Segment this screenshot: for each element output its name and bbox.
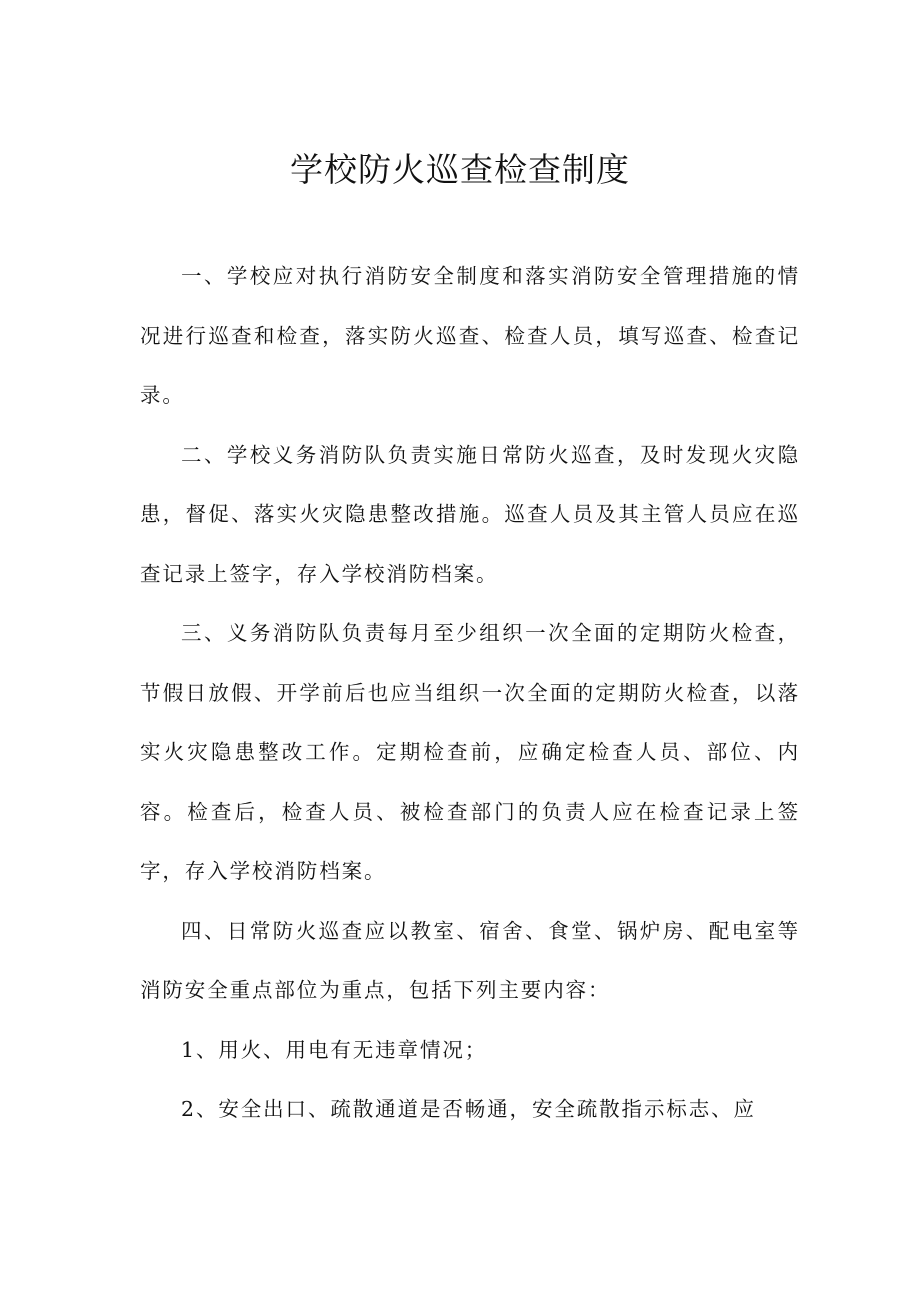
- document-title: 学校防火巡查检查制度: [290, 150, 630, 189]
- paragraph-3: 三、义务消防队负责每月至少组织一次全面的定期防火检查，节假日放假、开学前后也应当组织一次全面的定期防火检查，以落实火灾隐患整改工作。定期检查前，应确定检查人员、部位、内容。检查后，检查人员、被检查部门的负责人应在检查记录上签字，存入学校消防档案。: [140, 621, 800, 883]
- document-body: [140, 247, 800, 1140]
- list-item-2: 2、安全出口、疏散通道是否畅通，安全疏散指示标志、应: [181, 1097, 756, 1121]
- paragraph-4: 四、日常防火巡查应以教室、宿舍、食堂、锅炉房、配电室等消防安全重点部位为重点，包括下列主要内容：: [140, 918, 800, 1002]
- paragraph-1: 一、学校应对执行消防安全制度和落实消防安全管理措施的情况进行巡查和检查，落实防火巡查、检查人员，填写巡查、检查记录。: [140, 264, 800, 407]
- paragraph-2: 二、学校义务消防队负责实施日常防火巡查，及时发现火灾隐患，督促、落实火灾隐患整改措施。巡查人员及其主管人员应在巡查记录上签字，存入学校消防档案。: [140, 442, 800, 586]
- list-item-1: 1、用火、用电有无违章情况；: [181, 1037, 488, 1062]
